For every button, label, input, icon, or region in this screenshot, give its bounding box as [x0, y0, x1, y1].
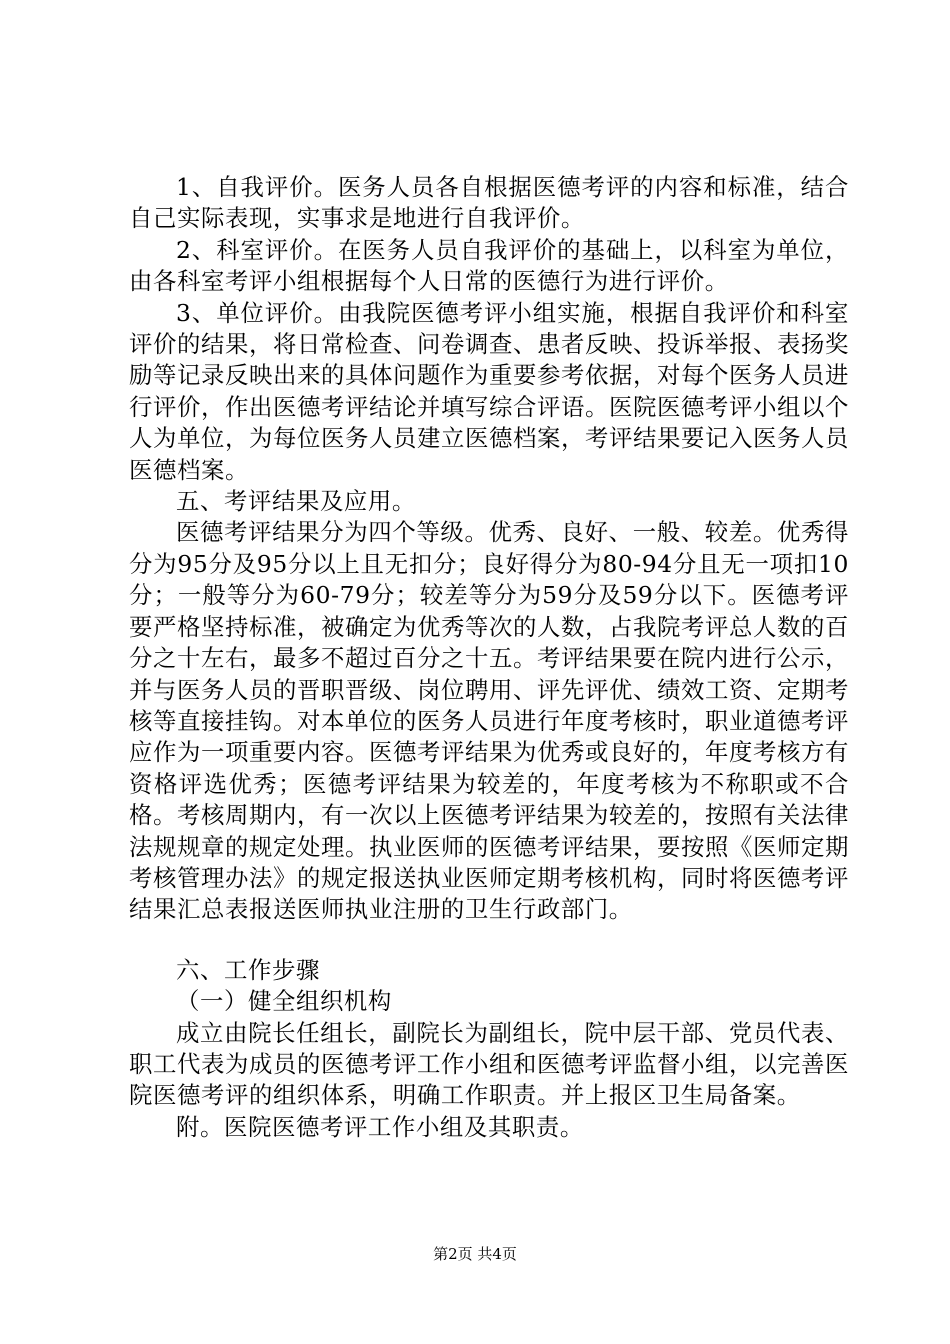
- paragraph-department-evaluation: 2、科室评价。在医务人员自我评价的基础上，以科室为单位，由各科室考评小组根据每个人日常的医德行为进行评价。: [129, 235, 849, 296]
- page-footer: 第2页 共4页: [433, 1245, 517, 1263]
- section-heading-results: 五、考评结果及应用。: [176, 487, 416, 516]
- paragraph-results-application: 医德考评结果分为四个等级。优秀、良好、一般、较差。优秀得分为95分及95分以上且无扣分；良好得分为80-94分且无一项扣10分；一般等分为60-79分；较差等分为59分及59分以下。医德考评要严格坚持标准，被确定为优秀等次的人数，占我院考评总人数的百分之十左右，最多不超过百分之十五。考评结果要在院内进行公示，并与医务人员的晋职晋级、岗位聘用、评先评优、绩效工资、定期考核等直接挂钩。对本单位的医务人员进行年度考核时，职业道德考评应作为一项重要内容。医德考评结果为优秀或良好的，年度考核方有资格评选优秀；医德考评结果为较差的，年度考核为不称职或不合格。考核周期内，有一次以上医德考评结果为较差的，按照有关法律法规规章的规定处理。执业医师的医德考评结果，要按照《医师定期考核管理办法》的规定报送执业医师定期考核机构，同时将医德考评结果汇总表报送医师执业注册的卫生行政部门。: [129, 518, 849, 924]
- section-heading-work-steps: 六、工作步骤: [176, 955, 320, 984]
- subsection-heading-organization: （一）健全组织机构: [176, 987, 392, 1016]
- document-body: [129, 172, 849, 1143]
- paragraph-self-evaluation: 1、自我评价。医务人员各自根据医德考评的内容和标准，结合自己实际表现，实事求是地进行自我评价。: [129, 173, 849, 233]
- paragraph-organization: 成立由院长任组长，副院长为副组长，院中层干部、党员代表、职工代表为成员的医德考评工作小组和医德考评监督小组，以完善医院医德考评的组织体系，明确工作职责。并上报区卫生局备案。: [129, 1018, 849, 1110]
- paragraph-unit-evaluation: 3、单位评价。由我院医德考评小组实施，根据自我评价和科室评价的结果，将日常检查、问卷调查、患者反映、投诉举报、表扬奖励等记录反映出来的具体问题作为重要参考依据，对每个医务人员进行评价，作出医德考评结论并填写综合评语。医院医德考评小组以个人为单位，为每位医务人员建立医德档案，考评结果要记入医务人员医德档案。: [129, 298, 849, 484]
- paragraph-appendix: 附。医院医德考评工作小组及其职责。: [176, 1112, 584, 1141]
